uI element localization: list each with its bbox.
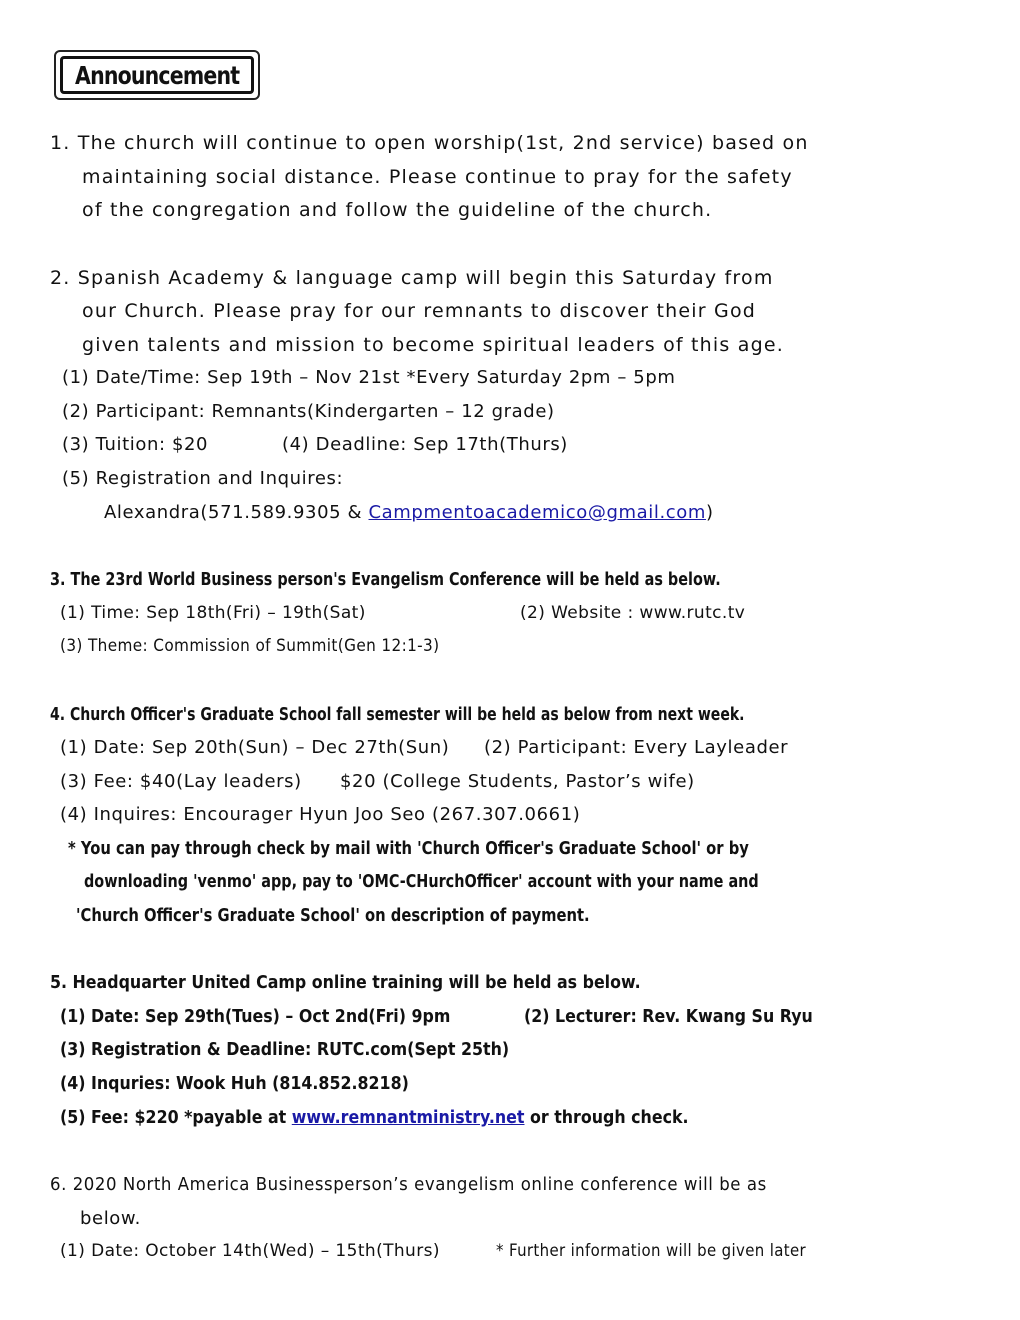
section-3-heading: 3. The 23rd World Business person's Evangelism Conference will be held as below.	[50, 569, 721, 590]
fee-text: (5) Fee: $220 *payable at	[60, 1107, 292, 1128]
section-4-item-3: (3) Fee: $40(Lay leaders)	[60, 771, 302, 792]
section-4-item-3b: $20 (College Students, Pastor’s wife)	[340, 771, 695, 792]
section-5-item-2: (2) Lecturer: Rev. Kwang Su Ryu	[524, 1006, 813, 1027]
section-4-note-3: 'Church Officer's Graduate School' on description of payment.	[76, 905, 590, 926]
section-2-item-2: (2) Participant: Remnants(Kindergarten – 12 grade)	[62, 401, 555, 422]
remnant-ministry-link[interactable]: www.remnantministry.net	[291, 1107, 525, 1128]
section-4-note-2: downloading 'venmo' app, pay to 'OMC-CHurchOfficer' account with your name and	[84, 871, 759, 892]
section-2-item-4: (4) Deadline: Sep 17th(Thurs)	[282, 434, 568, 455]
section-2-line-1: 2. Spanish Academy & language camp will begin this Saturday from	[50, 267, 774, 289]
section-2-line-2: our Church. Please pray for our remnants to discover their God	[82, 300, 757, 322]
announcement-title-box	[54, 50, 260, 100]
section-4-item-4: (4) Inquires: Encourager Hyun Joo Seo (267.307.0661)	[60, 804, 581, 825]
section-6-line-1: 6. 2020 North America Businessperson’s evangelism online conference will be as	[50, 1174, 767, 1195]
section-1-line-2: maintaining social distance. Please continue to pray for the safety	[82, 166, 793, 188]
section-5-item-3: (3) Registration & Deadline: RUTC.com(Sept 25th)	[60, 1039, 510, 1060]
section-3-item-1: (1) Time: Sep 18th(Fri) – 19th(Sat)	[60, 603, 366, 623]
fee-text-end: or through check.	[524, 1107, 689, 1128]
section-4-item-2: (2) Participant: Every Layleader	[484, 737, 789, 758]
contact-name-phone: Alexandra(571.589.9305 &	[104, 502, 369, 523]
section-4-heading: 4. Church Officer's Graduate School fall semester will be held as below from next week.	[50, 704, 745, 725]
section-5-heading: 5. Headquarter United Camp online training will be held as below.	[50, 972, 641, 993]
section-4-item-1: (1) Date: Sep 20th(Sun) – Dec 27th(Sun)	[60, 737, 450, 758]
section-2-item-5: (5) Registration and Inquires:	[62, 468, 344, 489]
section-3-item-3: (3) Theme: Commission of Summit(Gen 12:1-3)	[60, 636, 440, 656]
announcement-title-frame	[60, 56, 254, 94]
section-2-contact	[104, 504, 714, 522]
section-5-item-1: (1) Date: Sep 29th(Tues) – Oct 2nd(Fri) 9pm	[60, 1006, 451, 1027]
section-4-note-1: * You can pay through check by mail with 'Church Officer's Graduate School' or by	[68, 838, 749, 859]
contact-close-paren: )	[706, 502, 714, 523]
section-6-line-2: below.	[80, 1208, 141, 1229]
page-title: Announcement	[74, 60, 240, 90]
section-1-line-3: of the congregation and follow the guideline of the church.	[82, 199, 713, 221]
section-2-line-3: given talents and mission to become spiritual leaders of this age.	[82, 334, 784, 356]
section-3-item-2: (2) Website : www.rutc.tv	[520, 603, 746, 623]
section-2-item-3: (3) Tuition: $20	[62, 434, 209, 455]
section-6-item-2: * Further information will be given later	[496, 1241, 807, 1261]
section-2-item-1: (1) Date/Time: Sep 19th – Nov 21st *Every Saturday 2pm – 5pm	[62, 367, 676, 388]
section-1-line-1: 1. The church will continue to open worship(1st, 2nd service) based on	[50, 132, 809, 154]
section-5-item-4: (4) Inquries: Wook Huh (814.852.8218)	[60, 1073, 409, 1094]
contact-email-link[interactable]: Campmentoacademico@gmail.com	[368, 502, 707, 523]
section-5-item-5	[60, 1109, 689, 1127]
section-6-item-1: (1) Date: October 14th(Wed) – 15th(Thurs)	[60, 1241, 440, 1261]
